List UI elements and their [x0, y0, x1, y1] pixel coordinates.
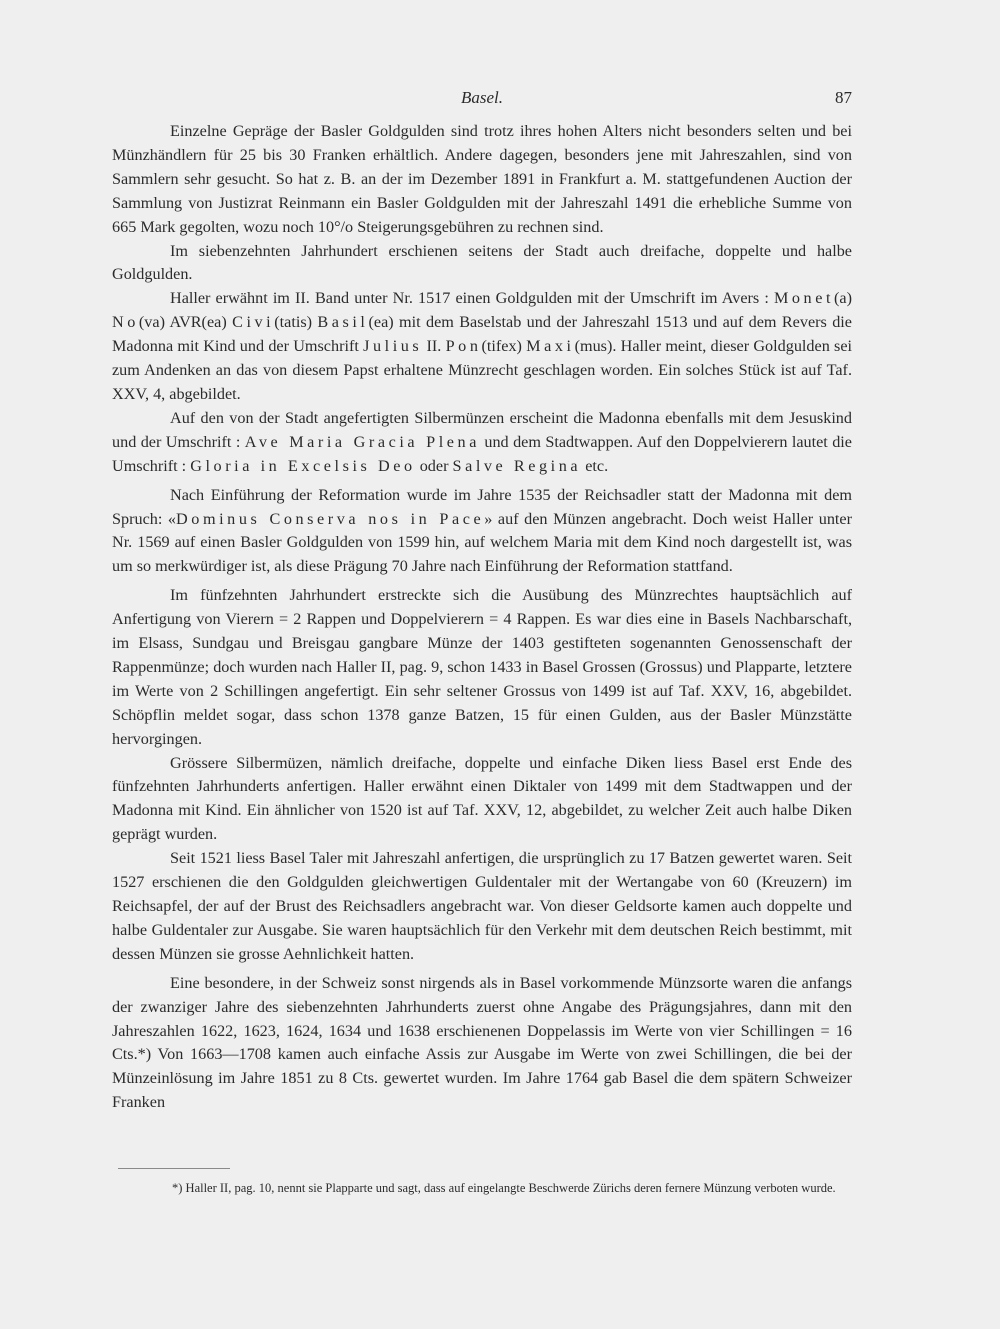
spaced-inscription: Basil [317, 313, 369, 332]
text: Nach Einführung der Reformation wurde im Jahre 1535 der Reichsadler statt der Madonna mit dem Spruch: « [112, 485, 852, 528]
paragraph-3 [112, 287, 852, 407]
paragraph-7: Grössere Silbermüzen, nämlich dreifache, doppelte und einfache Diken liess Basel erst Ende des fünfzehnten Jahrhunderts anfertigen. Haller erwähnt einen Diktaler von 1499 mit dem Stadtwappen und der Madonna mit Kind. Ein ähnlicher von 1520 ist auf Taf. XXV, 12, abgebildet, zu welcher Zeit auch halbe Diken geprägt wurden. [112, 753, 852, 844]
spaced-inscription: Salve Regina [452, 456, 582, 475]
text: Haller erwähnt im II. Band unter Nr. 1517 einen Goldgulden mit der Umschrift im Avers : [170, 289, 774, 308]
text: Auf den von der Stadt angefertigten Silbermünzen erscheint die Madonna ebenfalls mit dem Jesuskind und der Umschrift : [112, 408, 852, 451]
text: (a) [834, 289, 852, 308]
spaced-inscription: Ave Maria Gracia Plena [244, 432, 480, 451]
page-header [112, 88, 852, 112]
paragraph-5 [112, 484, 852, 580]
running-title: Basel. [460, 88, 504, 107]
text: oder [415, 456, 453, 475]
spaced-inscription: Dominus Conserva nos in Pace [176, 509, 485, 528]
paragraph-8: Seit 1521 liess Basel Taler mit Jahreszahl anfertigen, die ursprünglich zu 17 Batzen gewertet waren. Seit 1527 erschienen die den Goldgulden gleichwertigen Guldentaler mit der Wertangabe von 60 (Kreuzern) im Reichsapfel, der auf der Brust des Reichsadlers angebracht war. Von dieser Geldsorte kamen auch doppelte und halbe Guldentaler zur Ausgabe. Sie waren hauptsächlich für den Verkehr mit dem deutschen Reich bestimmt, mit dessen Münzen sie grosse Aehnlichkeit hatten. [112, 849, 852, 963]
spaced-inscription: Gloria in Excelsis Deo [190, 456, 416, 475]
footnote-divider [118, 1168, 230, 1169]
paragraph-9: Eine besondere, in der Schweiz sonst nirgends als in Basel vorkommende Münzsorte waren die anfangs der zwanziger Jahre des siebenzehnten Jahrhunderts zuerst ohne Angabe des Prägungsjahres, dann mit den Jahreszahlen 1622, 1623, 1624, 1634 und 1638 erschienenen Doppelassis im Werte von vier Schillingen = 16 Cts.*) Von 1663—1708 kamen auch einfache Assis zur Ausgabe im Werte von zwei Schillingen, die bei der Münzeinlösung im Jahre 1851 zu 8 Cts. gewertet wurden. Im Jahre 1764 gab Basel die dem spätern Schweizer Franken [112, 973, 852, 1112]
text: (ea) mit dem Baselstab und der Jahreszahl 1513 und auf dem Revers die Madonna mit Kind und der Umschrift [112, 313, 852, 356]
spaced-inscription: Maxi [526, 337, 575, 356]
spaced-inscription: Julius [363, 337, 423, 356]
text: (tifex) [481, 337, 527, 356]
text: II. [422, 337, 446, 356]
text: » auf den Münzen angebracht. Doch weist Haller unter Nr. 1569 auf einen Basler Goldgulden von 1599 hin, auf welchem Maria mit dem Kind noch dargestellt ist, was um so merkwürdiger ist, als diese Prägung 70 Jahre nach Einführung der Reformation stattfand. [112, 509, 852, 576]
text: (va) AVR(ea) [138, 313, 233, 332]
text: und dem Stadtwappen. Auf den Doppelvierern lautet die Umschrift : [112, 432, 852, 475]
spaced-inscription: No [112, 313, 139, 332]
paragraph-2: Im siebenzehnten Jahrhundert erschienen seitens der Stadt auch dreifache, doppelte und halbe Goldgulden. [112, 241, 852, 284]
text: (mus). Haller meint, dieser Goldgulden sei zum Andenken an das von diesem Papst erhaltene Münzrecht geschlagen worden. Ein solches Stück ist auf Taf. XXV, 4, abgebildet. [112, 337, 853, 403]
text: etc. [581, 456, 609, 475]
paragraph-4 [112, 407, 852, 479]
spaced-inscription: Monet [773, 289, 835, 308]
footnote: *) Haller II, pag. 10, nennt sie Plapparte und sagt, dass auf eingelangte Beschwerde Zürichs deren fernere Münzung verboten wurde. [172, 1181, 836, 1195]
spaced-inscription: Pon [445, 337, 482, 356]
paragraph-6: Im fünfzehnten Jahrhundert erstreckte sich die Ausübung des Münzrechtes hauptsächlich auf Anfertigung von Vierern = 2 Rappen und Doppelvierern = 4 Rappen. Es war dies eine in Basels Nachbarschaft, im Elsass, Sundgau und Breisgau gangbare Münze der 1403 gestifteten sogenannten Genossenschaft der Rappenmünze; doch wurden nach Haller II, pag. 9, schon 1433 in Basel Grossen (Grossus) und Plapparte, letztere im Werte von 2 Schillingen angefertigt. Ein sehr seltener Grossus von 1499 ist auf Taf. XXV, 16, abgebildet. Schöpflin meldet sogar, dass schon 1378 ganze Batzen, 15 für einen Gulden, aus der Basler Münzstätte hervorgingen. [112, 586, 852, 748]
paragraph-1: Einzelne Gepräge der Basler Goldgulden sind trotz ihres hohen Alters nicht besonders selten und bei Münzhändlern für 25 bis 30 Franken erhältlich. Andere dagegen, besonders jene mit Jahreszahlen, sind von Sammlern sehr gesucht. So hat z. B. an der im Dezember 1891 in Frankfurt a. M. stattgefundenen Auction der Sammlung von Justizrat Reinmann ein Basler Goldgulden mit der Jahreszahl 1491 die erhebliche Summe von 665 Mark gegolten, wozu noch 10°/o Steigerungsgebühren zu rechnen sind. [112, 122, 852, 236]
spaced-inscription: Civi [232, 313, 275, 332]
page-number: 87 [835, 88, 852, 107]
body-text [112, 120, 852, 1120]
text: (tatis) [274, 313, 318, 332]
